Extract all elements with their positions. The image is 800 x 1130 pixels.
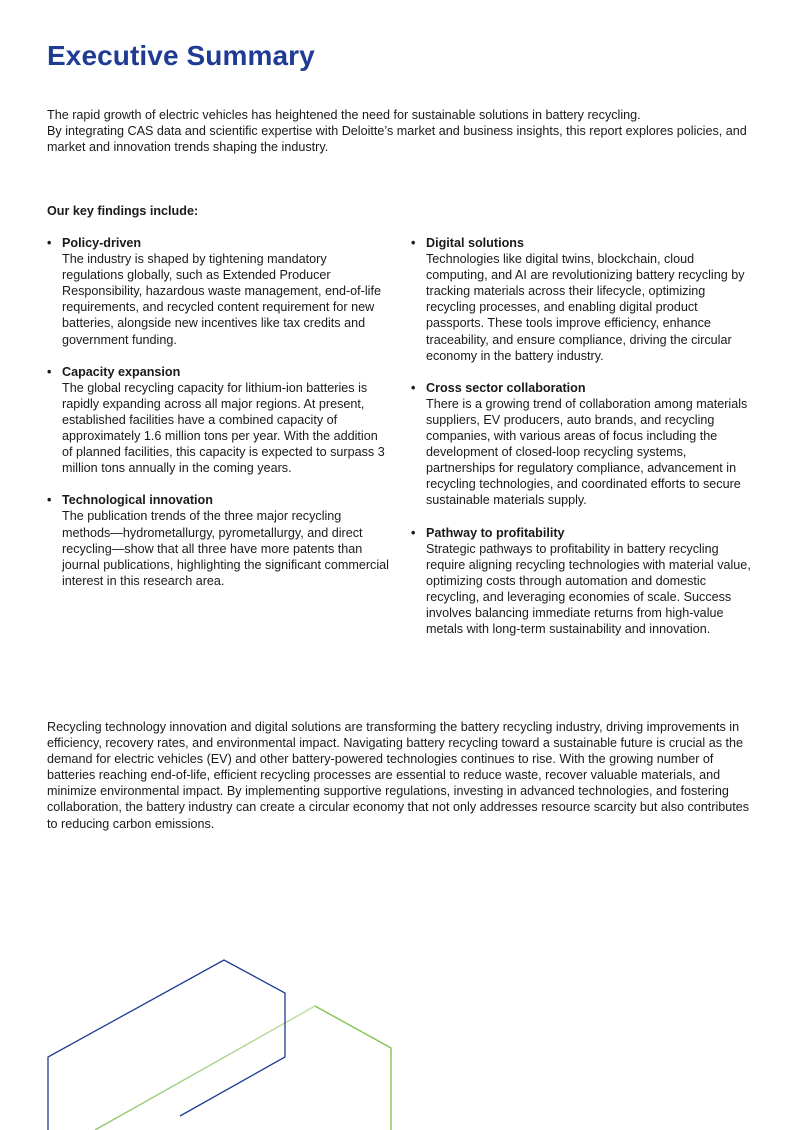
finding-title: Technological innovation	[62, 493, 213, 508]
intro-line-1: The rapid growth of electric vehicles has heightened the need for sustainable solutions in battery recycling.	[47, 108, 641, 122]
faded-diagonal-line	[95, 1006, 315, 1130]
conclusion-paragraph: Recycling technology innovation and digital solutions are transforming the battery recycling industry, driving improvements in efficiency, recovery rates, and environmental impact. Navigating battery recycling toward a sustainable future is crucial as the demand for electric vehicles (EV) and other battery-powered technologies continues to rise. With the growing number of batteries reaching end-of-life, efficient recycling processes are essential to reduce waste, recover valuable materials, and minimize environmental impact. By implementing supportive regulations, investing in advanced technologies, and fostering collaboration, the battery industry can create a circular economy that not only addresses resource scarcity but also contributes to reducing carbon emissions.	[47, 720, 750, 831]
finding-technological-innovation	[47, 492, 389, 589]
blue-hexagon-outline	[48, 960, 285, 1130]
bullet-dot: •	[47, 236, 52, 250]
finding-body: There is a growing trend of collaboration among materials suppliers, EV producers, auto brands, and recycling companies, with various areas of focus including the development of closed-loop recycling systems, partnerships for regulatory compliance, advancement in recycling technologies, and coordinated efforts to secure sustainable materials supply.	[426, 396, 748, 508]
page-title: Executive Summary	[47, 40, 315, 71]
finding-title: Policy-driven	[62, 236, 142, 250]
finding-body: The global recycling capacity for lithium-ion batteries is rapidly expanding across all major regions. At present, established facilities have a combined capacity of approximately 1.6 million tons per year. With the addition of planned facilities, this capacity is expected to surpass 3 million tons annually in the coming years.	[62, 380, 385, 476]
bullet-dot: •	[47, 493, 52, 508]
findings-left-column	[47, 235, 389, 605]
bullet-dot: •	[411, 525, 416, 540]
decorative-hexagon-graphic	[0, 940, 800, 1130]
finding-digital-solutions	[411, 235, 751, 364]
bullet-dot: •	[47, 364, 52, 379]
finding-pathway-to-profitability	[411, 525, 751, 638]
finding-title: Capacity expansion	[62, 364, 181, 379]
finding-body: Strategic pathways to profitability in battery recycling require aligning recycling technologies with material value, optimizing costs through automation and domestic recycling, and leveraging economies of scale. Success involves balancing immediate returns from high-value metals with long-term sustainability and innovation.	[426, 541, 751, 637]
findings-right-column	[411, 235, 751, 653]
finding-policy-driven	[47, 235, 389, 348]
finding-body: The industry is shaped by tightening mandatory regulations globally, such as Extended Producer Responsibility, hazardous waste management, end-of-life requirements, and recycled content requirement for new batteries, alongside new incentives like tax credits and government funding.	[62, 252, 381, 347]
green-hexagon-outline	[95, 1006, 391, 1130]
finding-cross-sector-collaboration	[411, 380, 751, 509]
key-findings-heading: Our key findings include:	[47, 204, 199, 218]
intro-line-2: By integrating CAS data and scientific expertise with Deloitte’s market and business insights, this report explores policies, and market and innovation trends shaping the industry.	[47, 124, 747, 154]
finding-title: Digital solutions	[426, 236, 524, 250]
bullet-dot: •	[411, 236, 416, 250]
finding-body: The publication trends of the three major recycling methods—hydrometallurgy, pyrometallurgy, and direct recycling—show that all three have more patents than journal publications, highlighting the significant commercial interest in this research area.	[62, 509, 389, 588]
finding-title: Pathway to profitability	[426, 525, 565, 540]
finding-capacity-expansion	[47, 364, 389, 477]
bullet-dot: •	[411, 380, 416, 395]
finding-title: Cross sector collaboration	[426, 380, 586, 395]
intro-paragraph	[47, 107, 753, 155]
finding-body: Technologies like digital twins, blockchain, cloud computing, and AI are revolutionizing battery recycling by tracking materials across their lifecycle, optimizing recycling processes, and enabling digital product passports. These tools improve efficiency, enhance traceability, and ensure compliance, driving the circular economy in the battery industry.	[426, 252, 745, 363]
